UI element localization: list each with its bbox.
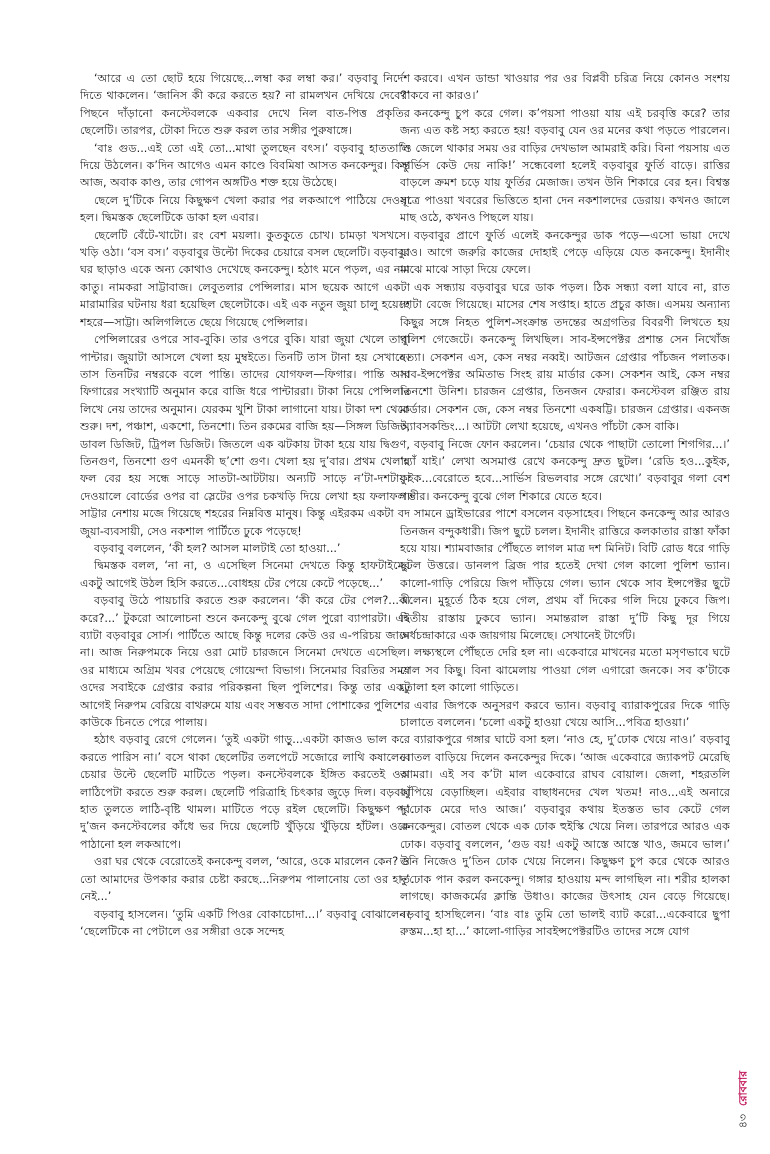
page-number: ৪৩ (736, 1113, 750, 1129)
right-column (400, 70, 730, 1135)
paragraph: বড়বাবু উঠে পায়চারি করতে শুরু করলেন। ‘কী করে টের পেল?...কী করে?...’ টুকরো আলোচনা শুনে কনকেন্দু বুঝে গেল পুরো ব্যাপারটা। এই ব্যাটা বড়বাবুর সোর্স। পার্টিতে আছে কিন্তু দলের কেউ ওর এ-পরিচয় জানে না। আজ নিরুপমকে নিয়ে ওরা মোট চারজনে সিনেমা দেখতে এসেছিল। ওর মাধ্যমে অগ্রিম খবর পেয়েছে গোয়েন্দা বিভাগ। সিনেমার বিরতির সময় ওদের সবাইকে গ্রেপ্তার করার পরিকল্পনা ছিল পুলিশের। কিন্তু তার একটু আগেই নিরুপম বেরিয়ে বাথরুমে যায় এবং সম্ভবত সাদা পোশাকের পুলিশের কাউকে চিনতে পেরে পালায়। (80, 594, 410, 730)
paragraph: করবে। এখন ডান্ডা খাওয়ার পর ওর বিপ্লবী চরিত্র নিয়ে কোনও সংশয় থাকবে না কারও।’ (400, 72, 730, 103)
magazine-name: রোববার (736, 1070, 750, 1106)
paragraph: হঠাৎ বড়বাবু রেগে গেলেন। ‘তুই একটা গাড়ু...একটা কাজও ভাল করে করতে পারিস না।’ বসে থাকা ছেলেটির তলপেটে সজোরে লাথি কষালেন। চেয়ার উল্টে ছেলেটি মাটিতে পড়ল। কনস্টেবলকে ইঙ্গিত করতেই ওরা লাঠিপেটা করতে শুরু করল। ছেলেটি পরিত্রাহি চিৎকার জুড়ে দিল। বড়বাবু হাত তুলতে লাঠি-বৃষ্টি থামল। মাটিতে পড়ে রইল ছেলেটি। কিছুক্ষণ পর দু’জন কনস্টেবলের কাঁধে ভর দিয়ে ছেলেটি খুঁড়িয়ে খুঁড়িয়ে হাঁটল। ওকে পাঠানো হল লকআপে। (80, 733, 410, 851)
left-column (80, 70, 410, 1135)
paragraph: ‘আরে এ তো ছোট হয়ে গিয়েছে...লম্বা কর লম্বা কর।’ বড়বাবু নির্দেশ দিতে থাকলেন। ‘জানিস কী করে করতে হয়? না রামলখন দেখিয়ে দেবে?’ পিছনে দাঁড়ানো কনস্টেবলকে একবার দেখে নিল বাত-পিত্ত প্রকৃতির ছেলেটি। তারপর, টোকা দিতে শুরু করল তার সঙ্গীর পুরুষাঙ্গে। (80, 72, 410, 138)
paragraph: লক্ষ্যস্থলে পৌঁছতে দেরি হল না। একেবারে মাখনের মতো মসৃণভাবে ঘটে গেল সব কিছু। বিনা ঝামেলায় পাওয়া গেল এগারো জনকে। সব ক’টাকে তোলা হল কালো গাড়িতে। (400, 646, 730, 695)
paragraph: সামনে ড্রাইভারের পাশে বসলেন বড়সাহেব। পিছনে কনকেন্দু আর আরও তিনজন বন্দুকধারী। জিপ ছুটে চলল। ইদানীং রাত্তিরে কলকাতার রাস্তা ফাঁকা হয়ে যায়। শ্যামবাজার পৌঁছতে লাগল মাত্র দশ মিনিট। বিটি রোড ধরে গাড়ি ছুটল উত্তরে। ডানলপ ব্রিজ পার হতেই দেখা গেল কালো পুলিশ ভ্যান। কালো-গাড়ি পেরিয়ে জিপ দাঁড়িয়ে গেল। ভ্যান থেকে সাব ইন্সপেক্টর ছুটে এলেন। মুহূর্তে ঠিক হয়ে গেল, প্রথম বাঁ দিকের গলি দিয়ে ঢুকবে জিপ। দ্বিতীয় রাস্তায় ঢুকবে ভ্যান। সমান্তরাল রাস্তা দু’টি কিছু দূর গিয়ে অর্ধচন্দ্রাকারে এক জায়গায় মিলেছে। সেখানেই টার্গেট। (400, 507, 730, 642)
paragraph: দ্বিমস্তক বলল, ‘না না, ও এসেছিল সিনেমা দেখতে কিন্তু হাফটাইমের একটু আগেই উঠল হিসি করতে...বোধহয় টের পেয়ে কেটে পড়েছে...’ (80, 559, 410, 590)
paragraph: ওরা ঘর থেকে বেরোতেই কনকেন্দু বলল, ‘আরে, ওকে মারলেন কেন? ও তো আমাদের উপকার করার চেষ্টা করছে...নিরুপম পালানোয় তো ওর হাত নেই...’ (80, 855, 410, 904)
paragraph: বড়বাবুর প্রাণে ফুর্তি এলেই কনকেন্দুর ডাক পড়ে—এসো ভায়া দেখে যাও। আগে জরুরি কাজের দোহাই পেড়ে এড়িয়ে যেত কনকেন্দু। ইদানীং মাঝে মাঝে সাড়া দিয়ে ফেলে। (400, 228, 730, 277)
paragraph: ব্যারাকপুরে গঙ্গার ঘাটে বসা হল। ‘নাও হে, দু’ঢোক খেয়ে নাও।’ বড়বাবু বোতল বাড়িয়ে দিলেন কনকেন্দুর দিকে। ‘আজ একেবারে জ্যাকপট মেরেছি আমরা। এই সব ক’টা মাল একেবারে রাঘব বোয়াল। জেলা, শহরতলি কাঁপিয়ে বেড়াচ্ছিল। এইবার বাছাধনদের খেল খতম! নাও...এই অনারে দু’ঢোক মেরে দাও আজ।’ বড়বাবুর কথায় ইতস্তত ভাব কেটে গেল কনকেন্দুর। বোতল থেকে এক ঢোক হুইস্কি খেয়ে নিল। তারপরে আরও এক ঢোক। বড়বাবু বললেন, ‘গুড বয়! একটু আস্তে আস্তে খাও, জমবে ভাল।’ উনি নিজেও দু’তিন ঢোক খেয়ে নিলেন। কিছুক্ষণ চুপ করে থেকে আরও দু’ঢোক পান করল কনকেন্দু। গঙ্গার হাওয়ায় মন্দ লাগছিল না। শরীর হালকা লাগছে। কাজকর্মের ক্লান্তি উধাও। কাজের উৎসাহ যেন বেড়ে গিয়েছে। বড়বাবু হাসছিলেন। ‘বাঃ বাঃ তুমি তো ভালই ব্যাট করো...একেবারে ছুপা রুস্তম...হা হা...’ কালো-গাড়ির সাবইন্সপেক্টরটিও তাদের সঙ্গে যোগ (400, 733, 730, 938)
paragraph: পেন্সিলারের ওপরে সাব-বুকি। তার ওপরে বুকি। যারা জুয়া খেলে তারা পান্টার। জুয়াটা আসলে খেলা হয় মুম্বইতে। তিনটি তাস টানা হয় সেখানে। তাস তিনটির নম্বরকে বলে পান্তি। তাদের যোগফল—ফিগার। পান্তি আর ফিগারের সংখ্যাটি অনুমান করে বাজি ধরে পান্টাররা। টাকা নিয়ে পেন্সিলার লিখে নেয় তাদের অনুমান। যেরকম খুশি টাকা লাগানো যায়। টাকা দশ থেকে শুরু। দশ, পঞ্চাশ, একশো, তিনশো। তিন রকমের বাজি হয়—সিঙ্গল ডিজিট, ডাবল ডিজিট, ট্রিপল ডিজিট। জিতলে এক ঝটকায় টাকা হয়ে যায় দ্বিগুণ, তিনগুণ, তিনশো গুণ এমনকী ছ’শো গুণ। খেলা হয় দু’বার। প্রথম খেলার ফল বের হয় সন্ধে সাড়ে সাতটা-আটটায়। অন্যটি সাড়ে ন’টা-দশটায়। দেওয়ালে বোর্ডের ওপর বা স্লেটের ওপর চকখড়ি দিয়ে লেখা হয় ফলাফল। সাট্টার নেশায় মজে গিয়েছে শহরের নিম্নবিত্ত মানুষ। কিন্তু এইরকম একটা বদ জুয়া-ব্যবসায়ী, সেও নকশাল পার্টিতে ঢুকে পড়েছে! (80, 333, 410, 538)
paragraph: ছেলে দু’টিকে নিয়ে কিছুক্ষণ খেলা করার পর লকআপে পাঠিয়ে দেওয়া হল। দ্বিমস্তক ছেলেটিকে ডাকা হল এবার। (80, 193, 410, 225)
paragraph: এক সন্ধ্যায় বড়বাবুর ঘরে ডাক পড়ল। ঠিক সন্ধ্যা বলা যাবে না, রাত দশটা বেজে গিয়েছে। মাসের শেষ সপ্তাহ। হাতে প্রচুর কাজ। এসময় অন্যান্য কিছুর সঙ্গে নিহত পুলিশ-সংক্রান্ত তদন্তের অগ্রগতির বিবরণী লিখতে হয় পুলিশ গেজেটে। কনকেন্দু লিখছিল। সাব-ইন্সপেক্টর প্রশান্ত সেন নিখোঁজ হত্যা। সেকশন এস, কেস নম্বর নব্বই। আটজন গ্রেপ্তার পাঁচজন পলাতক। সাব-ইন্সপেক্টর অমিতাভ সিংহ রায় মার্ডার কেস। সেকশন আই, কেস নম্বর তিনশো উনিশ। চারজন গ্রেপ্তার, তিনজন ফেরার। কনস্টেবল রঞ্জিত রায় মার্ডার। সেকশন জে, কেস নম্বর তিনশো একষট্টি। চারজন গ্রেপ্তার। একনজ অ্যাবসকন্ডিং...। আটটা লেখা হয়েছে, এখনও পাঁচটা কেস বাকি। (400, 280, 730, 434)
paragraph: কনকেন্দু চুপ করে গেল। ক’পয়সা পাওয়া যায় এই চরবৃত্তি করে? তার জন্য এত কষ্ট সহ্য করতে হয়! বড়বাবু যেন ওর মনের কথা পড়তে পারলেন। ‘ও জেলে থাকার সময় ওর বাড়ির দেখভাল আমরাই করি। বিনা পয়সায় এত সার্ভিস কেউ দেয় নাকি!’ সন্ধেবেলা হলেই বড়বাবুর ফুর্তি বাড়ে। রাত্তির বাড়লে ক্রমশ চড়ে যায় ফুর্তির মেজাজ। তখন উনি শিকারে বের হন। বিশ্বস্ত সূত্রে পাওয়া খবরের ভিত্তিতে হানা দেন নকশালদের ডেরায়। কখনও জালে মাছ ওঠে, কখনও পিছলে যায়। (400, 106, 730, 225)
paragraph: বড়বাবু বললেন, ‘কী হল? আসল মালটাই তো হাওয়া...’ (94, 541, 341, 555)
paragraph: ছেলেটি বেঁটে-খাটো। রং বেশ ময়লা। কুতকুতে চোখ। চামড়া খসখসে। খড়ি ওঠা। ‘বস বস।’ বড়বাবুর উল্টো দিকের চেয়ারে বসল ছেলেটি। বড়বাবুর ঘর ছাড়াও একে অন্য কোথাও দেখেছে কনকেন্দু। হঠাৎ মনে পড়ল, এর নাম কাতু। নামকরা সাট্টাবাজ। লেবুতলার পেন্সিলার। মাস ছয়েক আগে একটা মারামারির ঘটনায় ধরা হয়েছিল ছেলেটাকে। এই এক নতুন জুয়া চালু হয়েছে শহরে—সাট্টা। অলিগলিতে ছেয়ে গিয়েছে পেন্সিলার। (80, 228, 410, 329)
paragraph: বড়বাবু নিজে ফোন করলেন। ‘চেয়ার থেকে পাছাটা তোলো শিগগির...।’ ‘হ্যাঁ যাই।’ লেখা অসমাপ্ত রেখে কনকেন্দু দ্রুত ছুটল। ‘রেডি হও...কুইক, কুইক...বেরোতে হবে...সার্ভিস রিভলবার সঙ্গে রেখো।’ বড়বাবুর গলা বেশ গম্ভীর। কনকেন্দু বুঝে গেল শিকারে যেতে হবে। (400, 437, 730, 503)
paragraph: বড়বাবু হাসলেন। ‘তুমি একটি পিওর বোকাচোদা...।’ বড়বাবু বোঝালেন। ‘ছেলেটিকে না পেটালে ওর সঙ্গীরা ওকে সন্দেহ (80, 907, 410, 938)
paragraph: ‘বাঃ গুড...এই তো এই তো...মাথা তুলছেন বৎস।’ বড়বাবু হাততালি দিয়ে উঠলেন। ক’দিন আগেও এমন কাণ্ডে বিবমিষা আসত কনকেন্দুর। কিন্তু আজ, অবাক কাণ্ড, তার গোপন অঙ্গটিও শক্ত হয়ে উঠেছে। (80, 141, 410, 190)
page-folio (734, 1050, 754, 1150)
paragraph: এবার জিপকে অনুসরণ করবে ভ্যান। বড়বাবু ব্যারাকপুরের দিকে গাড়ি চালাতে বললেন। ‘চলো একটু হাওয়া খেয়ে আসি...পবিত্র হাওয়া।’ (400, 698, 730, 730)
